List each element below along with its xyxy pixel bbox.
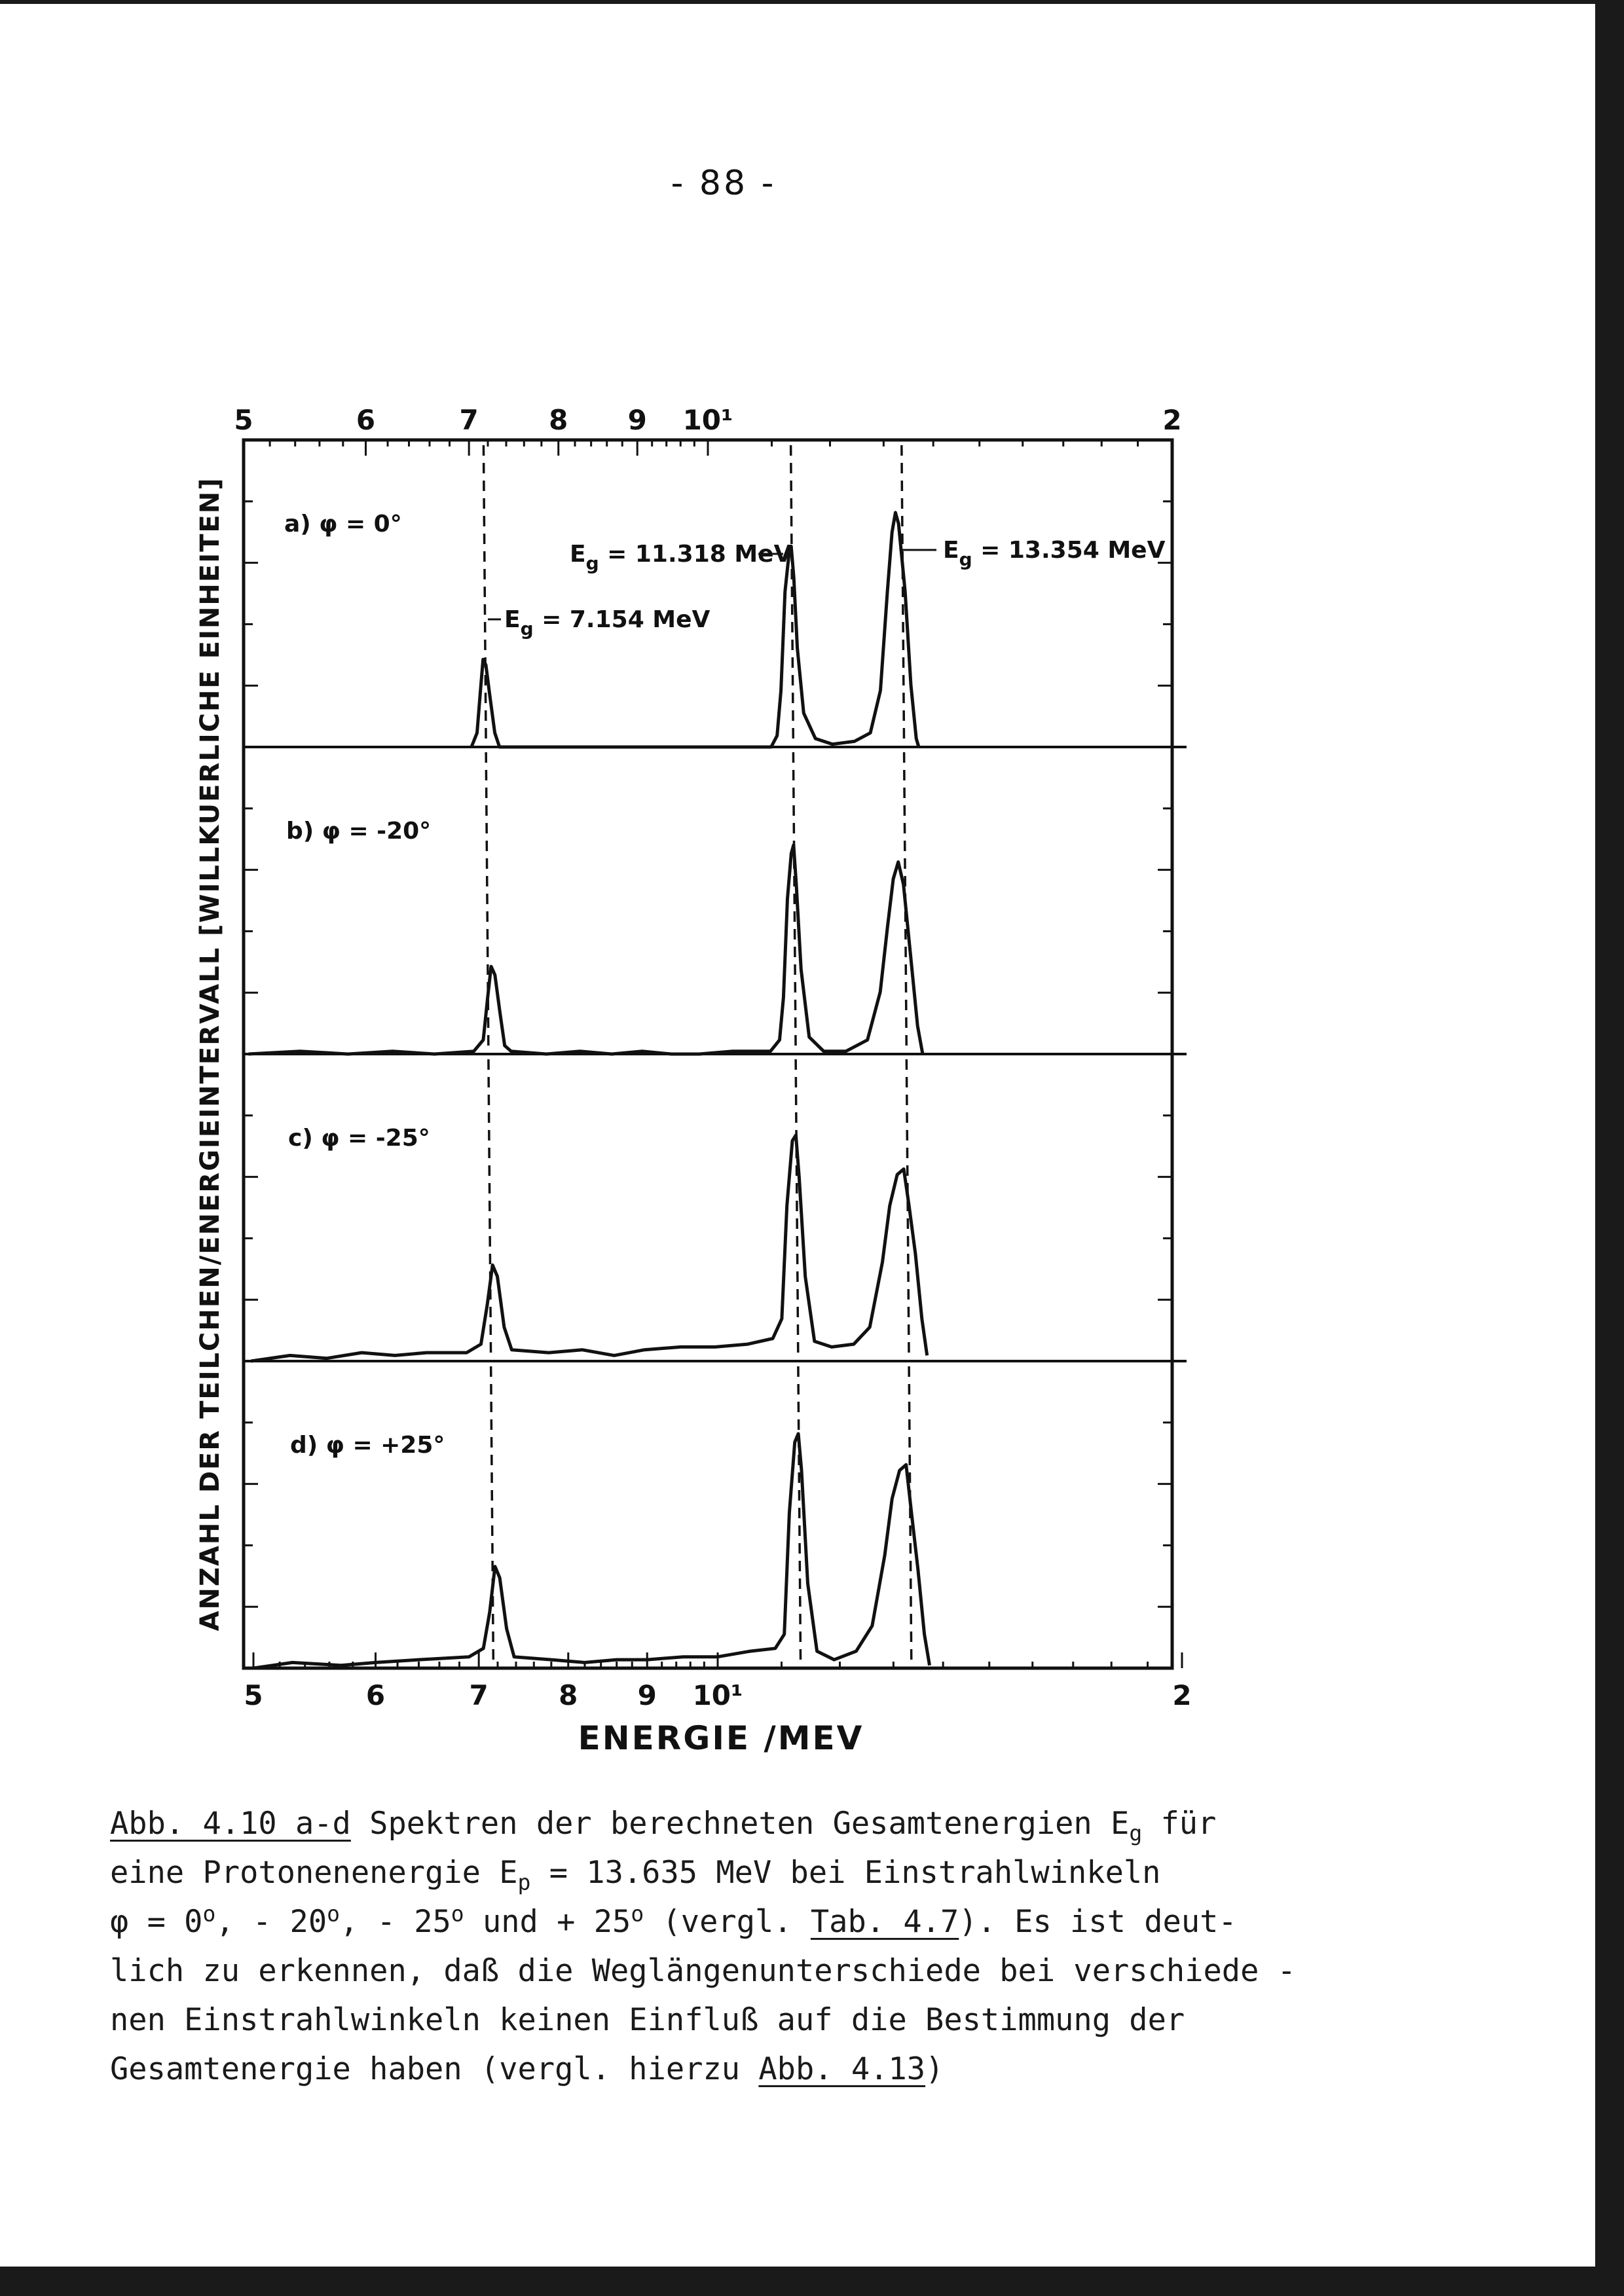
peak-reference-line (491, 1366, 494, 1668)
top-tick-label: 7 (459, 404, 479, 436)
caption-figure-ref-2: Abb. 4.13 (758, 2051, 926, 2087)
annotation-eg-13354: $E_g = 13.354$ MeV (943, 537, 1166, 570)
bottom-tick-label: 9 (637, 1679, 657, 1711)
spectrum-curve (249, 845, 923, 1054)
top-tick-label: 8 (549, 404, 568, 436)
top-tick-label: 9 (627, 404, 647, 436)
caption-line-2: eine Protonenenergie $E_p = 13.635$ MeV bei Einstrahlwinkeln (110, 1855, 1161, 1895)
spectrum-curve (253, 1434, 930, 1668)
annotation-eg-11318: $E_g = 11.318$ MeV (570, 541, 792, 574)
peak-reference-line (483, 445, 486, 747)
peak-reference-line (798, 1366, 801, 1668)
x-axis-title: ENERGIE /MEV (578, 1719, 864, 1757)
bottom-tick-label: 5 (244, 1679, 263, 1711)
peak-reference-line (796, 1059, 798, 1361)
spectra-curves (249, 513, 930, 1668)
caption-figure-ref: Abb. 4.10 a-d (110, 1806, 351, 1842)
caption-line-6: Gesamtenergie haben (vergl. hierzu Abb. 4.13) (110, 2051, 944, 2087)
peak-reference-line (791, 445, 794, 747)
y-axis-title: ANZAHL DER TEILCHEN/ENERGIEINTERVALL [WILLKUERLICHE EINHEITEN] (195, 477, 225, 1631)
scan-border-bottom (0, 2267, 1624, 2296)
caption-line-4: lich zu erkennen, daß die Weglängenunterschiede bei verschiede - (110, 1953, 1296, 1989)
peak-reference-line (793, 752, 796, 1054)
caption-table-ref: Tab. 4.7 (810, 1904, 959, 1940)
spectrum-curve (251, 1135, 927, 1361)
peak-reference-line (489, 1059, 491, 1361)
bottom-tick-label: 2 (1172, 1679, 1192, 1711)
top-tick-label: 10¹ (682, 404, 733, 436)
figure-caption (110, 1799, 1420, 2094)
bottom-tick-label: 10¹ (692, 1679, 743, 1711)
bottom-tick-label: 6 (365, 1679, 386, 1711)
bottom-tick-label: 8 (559, 1679, 578, 1711)
bottom-tick-label: 7 (469, 1679, 489, 1711)
top-tick-label: 5 (234, 404, 253, 436)
top-tick-label: 6 (356, 404, 376, 436)
top-tick-label: 2 (1162, 404, 1182, 436)
caption-line-1: Abb. 4.10 a-d Spektren der berechneten Gesamtenergien $E_g$ für (110, 1806, 1217, 1846)
panel-label: d) φ = +25° (290, 1432, 445, 1459)
panel-label: a) φ = 0° (284, 511, 402, 538)
annotation-eg-7154: $E_g = 7.154$ MeV (504, 606, 710, 640)
chart-labels (195, 404, 1192, 1757)
page-number: - 88 - (671, 164, 777, 203)
caption-line-3: $\varphi = 0^o$, - 20$^o$, - 25$^o$ und + $25^o$ (vergl. Tab. 4.7). Es ist deut- (110, 1901, 1237, 1940)
panel-label: b) φ = -20° (286, 818, 432, 845)
panel-label: c) φ = -25° (288, 1125, 430, 1152)
caption-line-5: nen Einstrahlwinkeln keinen Einfluß auf die Bestimmung der (110, 2002, 1185, 2038)
peak-reference-line (902, 445, 904, 747)
